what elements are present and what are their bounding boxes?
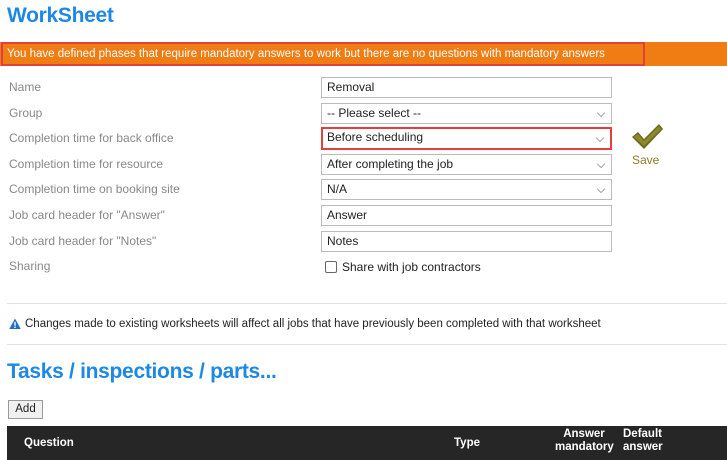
checkmark-icon xyxy=(630,122,664,152)
completion-resource-label: Completion time for resource xyxy=(9,157,164,171)
save-label: Save xyxy=(632,153,660,167)
column-header-type[interactable]: Type xyxy=(454,437,480,449)
group-select-value: -- Please select -- xyxy=(327,106,422,120)
chevron-down-icon xyxy=(597,185,605,193)
header-answer-input[interactable] xyxy=(321,205,612,226)
tasks-table-header xyxy=(7,426,727,460)
add-task-button[interactable]: Add xyxy=(8,400,43,419)
header-answer-label: Job card header for "Answer" xyxy=(9,208,165,222)
group-select[interactable] xyxy=(321,103,612,124)
chevron-down-icon xyxy=(596,134,604,142)
group-label: Group xyxy=(9,106,43,120)
header-notes-value: Notes xyxy=(327,234,359,248)
column-header-default-answer-line1: Default xyxy=(623,428,662,440)
completion-back-office-label: Completion time for back office xyxy=(9,131,174,145)
completion-booking-select[interactable] xyxy=(321,179,612,200)
tasks-section-title: Tasks / inspections / parts... xyxy=(7,360,277,383)
sharing-label: Sharing xyxy=(9,259,51,273)
warning-triangle-icon xyxy=(9,318,21,330)
name-input-value: Removal xyxy=(327,80,375,94)
completion-back-office-select[interactable] xyxy=(321,127,612,150)
header-notes-input[interactable] xyxy=(321,231,612,252)
info-text: Changes made to existing worksheets will affect all jobs that have previously been completed with that worksheet xyxy=(25,318,601,330)
info-message xyxy=(9,318,601,330)
share-contractors-option[interactable] xyxy=(325,260,481,274)
column-header-default-answer-line2: answer xyxy=(623,441,663,453)
column-header-answer-mandatory[interactable] xyxy=(555,428,613,454)
name-input[interactable] xyxy=(321,77,612,98)
divider xyxy=(7,344,727,345)
divider xyxy=(7,303,727,304)
warning-bar xyxy=(0,42,727,66)
header-answer-value: Answer xyxy=(327,208,368,222)
warning-message: You have defined phases that require mandatory answers to work but there are no questions with mandatory answers xyxy=(1,42,645,66)
share-contractors-label: Share with job contractors xyxy=(342,260,481,274)
column-header-answer-mandatory-line2: mandatory xyxy=(555,441,614,453)
header-notes-label: Job card header for "Notes" xyxy=(9,234,157,248)
column-header-question[interactable]: Question xyxy=(24,437,74,449)
share-contractors-checkbox[interactable] xyxy=(325,261,337,273)
completion-resource-select[interactable] xyxy=(321,154,612,175)
completion-booking-label: Completion time on booking site xyxy=(9,182,180,196)
chevron-down-icon xyxy=(597,109,605,117)
column-header-answer-mandatory-line1: Answer xyxy=(563,428,605,440)
completion-resource-value: After completing the job xyxy=(327,157,454,171)
column-header-default-answer[interactable] xyxy=(623,428,663,454)
save-button[interactable] xyxy=(628,122,666,168)
completion-booking-value: N/A xyxy=(327,182,348,196)
name-label: Name xyxy=(9,80,42,94)
completion-back-office-value: Before scheduling xyxy=(327,130,424,144)
page-title: WorkSheet xyxy=(7,4,114,27)
chevron-down-icon xyxy=(597,160,605,168)
